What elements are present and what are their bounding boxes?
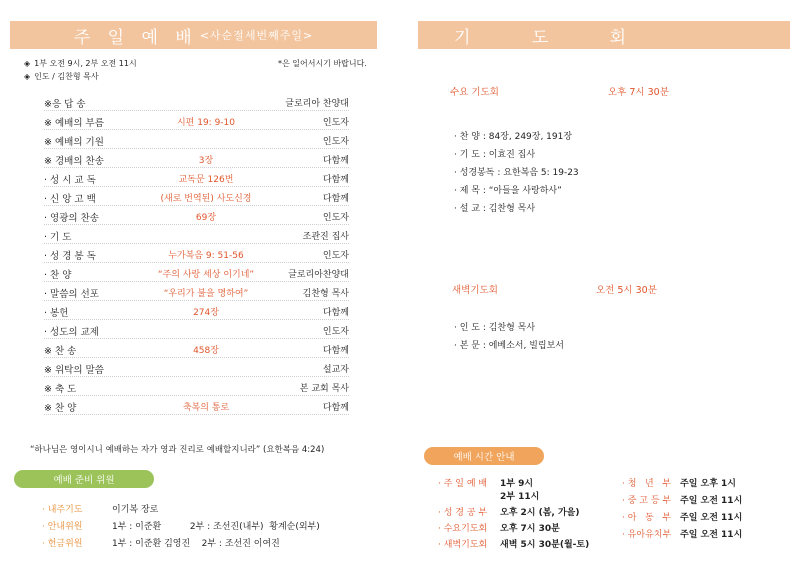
- schedule-value: 주일 오전 11시: [680, 513, 743, 523]
- schedule-value: 오후 7시 30분: [500, 524, 560, 534]
- order-detail: 274장: [193, 308, 219, 318]
- order-row: [44, 301, 349, 320]
- order-detail: 시편 19: 9-10: [176, 118, 236, 128]
- order-item: · 성 시 교 독: [44, 175, 96, 186]
- worship-title-bar: [10, 21, 377, 49]
- order-presenter: 글로리아 찬양대: [285, 99, 349, 109]
- order-row: [44, 225, 349, 244]
- order-row: [44, 187, 349, 206]
- order-item: · 말씀의 선포: [44, 289, 99, 300]
- order-item: ※ 위탁의 말씀: [44, 365, 104, 376]
- stand-note: *은 일어서시기 바랍니다.: [278, 59, 367, 68]
- wed-prayer-line: · 설 교 : 김찬형 목사: [454, 204, 536, 214]
- schedule-label: · 청 년 부: [622, 479, 671, 489]
- schedule-label: · 주 일 예 배: [438, 479, 488, 489]
- order-item: · 신 앙 고 백: [44, 194, 96, 205]
- schedule-value: 새벽 5시 30분(월-토): [500, 540, 590, 550]
- order-presenter: 인도자: [322, 327, 349, 337]
- committee-title: 예배 준비 위원: [14, 470, 154, 488]
- schedule-value: 오후 2시 (봄, 가을): [500, 508, 580, 518]
- order-presenter: 글로리아찬양대: [288, 270, 349, 280]
- order-row: [44, 282, 349, 301]
- schedule-row: [438, 521, 560, 534]
- order-detail: 축복의 통로: [182, 403, 230, 413]
- schedule-row: [622, 527, 742, 540]
- scripture-verse: “하나님은 영이시니 예배하는 자가 영과 진리로 예배할지니라” (요한복음 4:24): [30, 445, 325, 455]
- order-detail: 458장: [193, 346, 219, 356]
- schedule-title: 예배 시간 안내: [424, 447, 544, 465]
- order-presenter: 인도자: [322, 251, 349, 261]
- order-presenter: 조관진 집사: [302, 232, 349, 242]
- schedule-label: · 성 경 공 부: [438, 508, 488, 518]
- order-detail: 3장: [198, 156, 214, 166]
- order-presenter: 인도자: [322, 137, 349, 147]
- committee-text: 1부 : 이준환 2부 : 조선진(내부) 황계순(외부): [112, 522, 320, 532]
- order-item: ※응 답 송: [44, 99, 86, 110]
- order-detail: 누가복음 9: 51-56: [168, 251, 244, 261]
- wed-prayer-line: · 성경봉독 : 요한복음 5: 19-23: [454, 168, 579, 178]
- order-item: · 찬 양: [44, 270, 72, 281]
- order-item: · 봉헌: [44, 308, 69, 319]
- order-row: [44, 92, 349, 111]
- order-detail: 교독문 126번: [178, 175, 234, 185]
- schedule-value: 1부 9시: [500, 479, 534, 489]
- order-row: [44, 358, 349, 377]
- order-row: [44, 168, 349, 187]
- prayer-title: 기 도 회: [454, 27, 655, 48]
- schedule-value: 2부 11시: [500, 492, 540, 502]
- schedule-label: · 유아유치부: [622, 530, 672, 540]
- wed-prayer-line: · 찬 양 : 84장, 249장, 191장: [454, 132, 573, 142]
- committee-row: [42, 502, 159, 515]
- order-row: [44, 339, 349, 358]
- order-presenter: 인도자: [322, 213, 349, 223]
- order-presenter: 다함께: [322, 156, 349, 166]
- order-presenter: 설교자: [322, 365, 349, 375]
- schedule-row: [622, 493, 742, 506]
- order-item: · 기 도: [44, 232, 72, 243]
- order-item: · 영광의 찬송: [44, 213, 99, 224]
- schedule-row: [438, 537, 589, 550]
- order-detail: 69장: [195, 213, 217, 223]
- order-presenter: 본 교회 목사: [299, 384, 349, 394]
- schedule-row: [622, 510, 742, 523]
- order-detail: “우리가 불을 명하여”: [163, 289, 249, 299]
- order-item: ※ 예배의 부름: [44, 118, 104, 129]
- prayer-title-bar: [418, 21, 790, 49]
- schedule-row: [438, 476, 533, 489]
- wed-prayer-line: · 제 목 : “아들을 사랑하사”: [454, 186, 562, 196]
- order-of-worship: [44, 92, 349, 415]
- dawn-prayer-time: 오전 5시 30분: [596, 285, 657, 296]
- worship-subtitle: <사순절세번째주일>: [199, 29, 314, 42]
- schedule-value: 주일 오전 11시: [680, 496, 743, 506]
- dawn-prayer-line: · 본 문 : 에베소서, 빌립보서: [454, 341, 564, 351]
- order-presenter: 다함께: [322, 194, 349, 204]
- committee-label: · 헌금위원: [42, 539, 83, 549]
- order-row: [44, 130, 349, 149]
- order-item: ※ 예배의 기원: [44, 137, 104, 148]
- committee-text: 1부 : 이준환 김영진 2부 : 조선진 이여진: [112, 539, 280, 549]
- service-times: ◈ 1부 오전 9시, 2부 오전 11시: [24, 59, 137, 68]
- order-item: ※ 축 도: [44, 384, 77, 395]
- order-presenter: 다함께: [322, 403, 349, 413]
- order-row: [44, 396, 349, 415]
- committee-label: · 내주기도: [42, 505, 83, 515]
- order-item: · 성 경 봉 독: [44, 251, 96, 262]
- dawn-prayer-label: 새벽기도회: [452, 285, 498, 296]
- order-presenter: 인도자: [322, 118, 349, 128]
- schedule-row: [622, 476, 736, 489]
- order-row: [44, 244, 349, 263]
- committee-row: [42, 519, 320, 532]
- order-item: ※ 찬 송: [44, 346, 77, 357]
- schedule-label: · 새벽기도회: [438, 540, 488, 550]
- order-row: [44, 111, 349, 130]
- order-row: [44, 377, 349, 396]
- wed-prayer-line: · 기 도 : 이효진 집사: [454, 150, 536, 160]
- order-presenter: 다함께: [322, 175, 349, 185]
- order-item: ※ 찬 양: [44, 403, 77, 414]
- order-row: [44, 263, 349, 282]
- order-presenter: 김찬형 목사: [302, 289, 349, 299]
- schedule-label: · 수요기도회: [438, 524, 488, 534]
- dawn-prayer-line: · 인 도 : 김찬형 목사: [454, 323, 536, 333]
- committee-label: · 안내위원: [42, 522, 83, 532]
- order-row: [44, 320, 349, 339]
- schedule-row: [438, 505, 579, 518]
- schedule-value: 주일 오전 11시: [680, 530, 743, 540]
- schedule-label: · 아 동 부: [622, 513, 671, 523]
- order-detail: (새로 번역된) 사도신경: [160, 194, 252, 204]
- wed-prayer-label: 수요 기도회: [450, 87, 499, 98]
- schedule-value: 주일 오후 1시: [680, 479, 736, 489]
- order-item: · 성도의 교제: [44, 327, 99, 338]
- order-row: [44, 206, 349, 225]
- order-presenter: 다함께: [322, 308, 349, 318]
- order-detail: “주의 사랑 세상 이기네”: [157, 270, 255, 280]
- diamond-icon: ◈: [24, 59, 31, 68]
- order-item: ※ 경배의 찬송: [44, 156, 104, 167]
- service-leader: ◈ 인도 / 김찬형 목사: [24, 72, 99, 81]
- prayer-page: [400, 0, 800, 566]
- schedule-row: [438, 489, 539, 502]
- committee-row: [42, 536, 280, 549]
- schedule-label: · 중 고 등 부: [622, 496, 672, 506]
- order-presenter: 다함께: [322, 346, 349, 356]
- committee-text: 이기복 장로: [112, 505, 159, 515]
- diamond-icon: ◈: [24, 72, 31, 81]
- wed-prayer-time: 오후 7시 30분: [608, 87, 669, 98]
- order-row: [44, 149, 349, 168]
- worship-title: 주 일 예 배: [73, 27, 198, 48]
